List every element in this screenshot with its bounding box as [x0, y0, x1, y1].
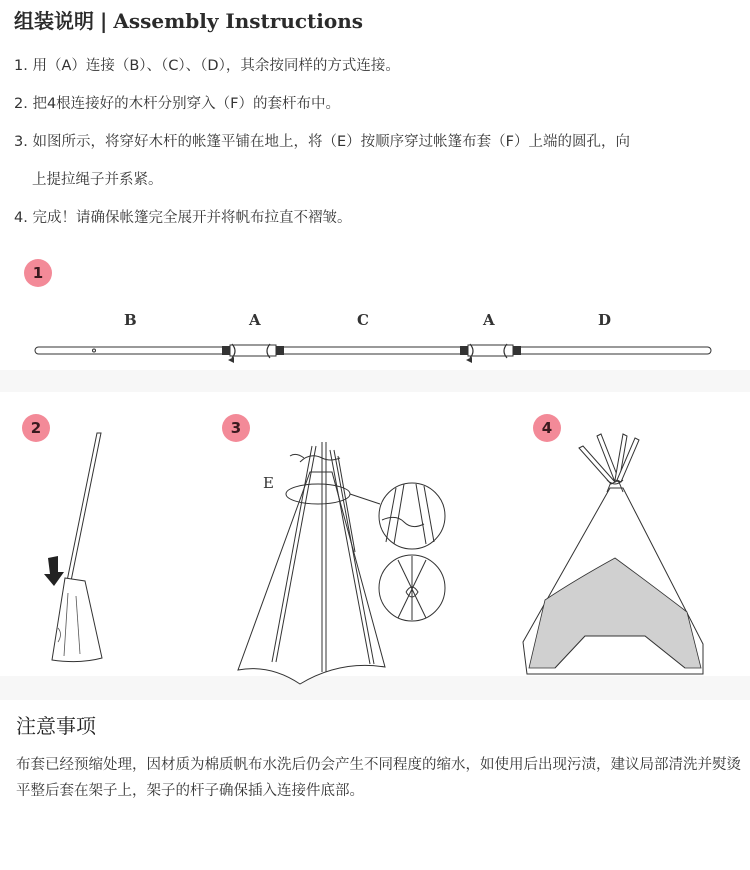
notes-text: 布套已经预缩处理，因材质为棉质帆布水洗后仍会产生不同程度的缩水，如使用后出现污渍，建议局部清洗并熨烫平整后套在架子上，架子的杆子确保插入连接件底部。 [16, 757, 741, 799]
step-3-text: 3. 如图所示，将穿好木杆的帐篷平铺在地上，将（E）按顺序穿过帐篷布套（F）上端的圆孔，向 [14, 134, 630, 150]
title-chinese: 组装说明 [14, 9, 94, 33]
rod-label-a-second: A [483, 311, 495, 329]
step-1-text: 1. 用（A）连接（B）、（C）、（D），其余按同样的方式连接。 [14, 58, 400, 74]
step-badge-2: 2 [22, 414, 50, 442]
notes-title: 注意事项 [16, 714, 96, 738]
figure-4-completed-teepee [515, 430, 715, 680]
title-english: Assembly Instructions [113, 9, 364, 33]
step-badge-3: 3 [222, 414, 250, 442]
figure-3-label-e: E [263, 474, 274, 492]
rod-label-c: C [357, 311, 369, 329]
rod-label-b: B [124, 311, 137, 329]
connector-a-second [468, 345, 513, 356]
page-title [14, 5, 363, 34]
step-4-text: 4. 完成！请确保帐篷完全展开并将帆布拉直不褶皱。 [14, 210, 352, 226]
rod-label-d: D [598, 311, 612, 329]
rod-label-a-first: A [249, 311, 261, 329]
figure-3-rope-threading [230, 432, 460, 692]
step-badge-1: 1 [24, 259, 52, 287]
title-separator: | [100, 9, 108, 33]
rod-segment-c [276, 347, 468, 354]
figure-2-pole-insertion [40, 428, 160, 668]
down-arrow-icon [44, 556, 64, 586]
rod-assembly-diagram [0, 335, 750, 370]
connector-a-first [230, 345, 276, 356]
step-2-text: 2. 把4根连接好的木杆分别穿入（F）的套杆布中。 [14, 96, 341, 112]
step-3-continuation: 上提拉绳子并系紧。 [32, 172, 163, 188]
rod-segment-d [513, 347, 711, 354]
step-badge-4: 4 [533, 414, 561, 442]
rod-segment-b [35, 347, 230, 354]
